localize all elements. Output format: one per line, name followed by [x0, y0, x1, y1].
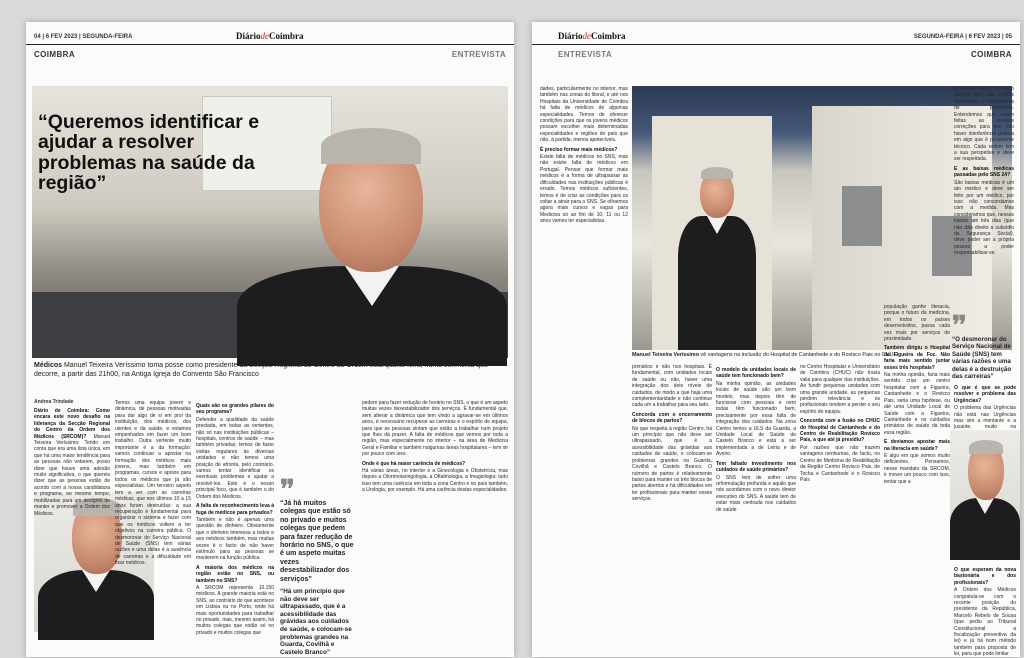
pull-quote-1: ❜❜ “Já há muitos colegas que estão só no privado e muitos colegas que pedem para fazer redução de horário no SNS, o que é um aspeto muitas vezes desestabilizador dos serviços”	[280, 475, 354, 583]
section-label: COIMBRA	[34, 50, 76, 59]
article-column-3: Quais são os grandes pilares do seu programa? Defender a qualidade da saúde prestada, em todas as vertentes, não só nas instituições públicas – hospitais, centros de saúde – mas também privadas; temos de fazer visitas regulares às diversas unidades e não temos uma posição de afronta, pelo contrário, vamos tentar identificar os eventuais problemas e ajudar a resolvê-los. Este é o nosso principal foco, que é também o do Ordem dos Médicos. A falta de reconhecimento leva à fuga de médicos para privados? Também e não é apenas uma questão de dinheiro. Obviamente que o dinheiro interessa a todos e aos médicos também, mas muitas vezes é o facto de não haver estímulo para as pessoas se manterem na função pública. A maioria dos médicos na região estão no SNS, ou também no SNS? A SRCOM representa 10.150 médicos. A grande maioria está no SNS, ao contrário do que acontece em Lisboa ou no Porto, onde há mais oportunidades para trabalhar no privado, mas, mesmo assim, há muitos colegas que estão só no privado e muitos colegas que	[196, 403, 274, 636]
article-column-r1: dades, particularmente no interior, mas também nas zonas do litoral, e até nos Hospitais da Universidade de Coimbra há falta de médicos de algumas especialidades. Temos de oferecer condições para que os jovens médicos possam escolher mais determinadas especialidades e regiões do país que não, à partida, menos apetecíveis. É preciso formar mais médicos? Existe falta de médicos no SNS, mas não existe falta de médicos em Portugal. Pensar que formar mais médicos é a forma de ultrapassar as dificuldades nas instituições públicas é errado. Temos médicos suficientes, temos é de criar as condições para os voltar a atrair para o SNS. Se olharmos agora mais cursos e vagas para Medicina só ao fim de 10, 11 ou 12 anos vamos ter especialistas.	[540, 86, 628, 225]
section-label-secondary: ENTREVISTA	[558, 50, 613, 59]
pull-quote-3: ❜❜ “O desmoronar do Serviço Nacional de Saúde (SNS) tem várias razões e uma delas é a destruição das carreiras”	[952, 318, 1016, 380]
right-page	[532, 22, 1020, 657]
interviewee-figure	[672, 164, 762, 350]
article-column-r4: no Centro Hospitalar e Universitário de Coimbra (CHUC) não trazia valia para qualquer das instituições. Ao fundir pequenas unidades com uma grande unidade, as pequenas perdem relevância e os profissionais tendem a perder o seu espírito de equipa. Concorda com a fusão no CHUC do Hospital de Cantanhede e do Centro de Reabilitação Rovisco Pais, a que até já presidiu? Por razões que não trazem vantagens nenhumas, de facto, no Centro de Medicina de Reabilitação da Região Centro Rovisco Pais, de Tocha e Cantanhede e o Rovisco Pais	[800, 364, 880, 483]
left-page-header	[26, 22, 514, 59]
author-byline: Andrea Trindade	[34, 399, 74, 405]
pull-quote-2: “Há um princípio que não deve ser ultrapassado, que é a acessibilidade das grávidas aos cuidados de saúde, e colocam-se problemas grandes na Guarda, Covilhã e Castelo Branco”	[280, 588, 352, 656]
article-column-r7: O que é que se pode resolver e problema das Urgências? O problema das Urgências não está nas Urgências mas sim a montante e a jusante, muito na	[954, 385, 1016, 431]
right-page-header	[532, 22, 1020, 59]
article-column-r5: população ganhe literacia, porque o futuro da medicina, em todos os países desenvolvidos, passa cada vez mais por serviços de proximidade. Também dirigiu o Hospital da Figueira da Foz. Não faria mais sentido juntar esses três hospitais? Na minha opinião, faria mais sentido criar um centro hospitalar com a Figueira, Cantanhede e o Rovisco Pais, seria uma hipótese, ou até uma Unidade Local de Saúde com a Figueira, Cantanhede e os cuidados primários de saúde da toda essa região. E deviamos apostar mais na literacia em saúde? É algo em que somos muito deficientes. Pensamos, nesse mandato da SRCOM, ir mover um pouco com isso, tentar que a	[884, 304, 950, 485]
photo-caption: Médicos Manuel Teixeira Veríssimo toma posse como presidente da Secção Regional do Centro da Ordem esta quarta-feira, numa cerimónia que decorre, a partir das 21h00, na Antiga Igreja do Convento São Francisco	[34, 362, 488, 378]
photo-caption: Manuel Teixeira Veríssimo vê vantagens na inclusão do Hospital de Cantanhede e do Rovisco Pais no CHUC	[632, 352, 898, 358]
article-column-1: Diário de Coimbra: Como encara este novo desafio na liderança da Secção Regional do Centro da Ordem dos Médicos (SRCOM)? Manuel Teixeira Veríssimo: Tendo em conta que era uma lista única, em que há uma maior tendência para as pessoas não votarem, posso dizer que houve uma adesão muito significativa, o que quereis dizer que as pessoas estão de acordo com a nossa candidatura e programa, ao mesmo tempo, mobilizadas para um desígnio de manter e promover a Ordem dos Médicos.	[34, 408, 110, 517]
article-column-2: Temos uma equipa jovem e dinâmica, de pessoas motivadas para dar algo de si em prol da instituição, dos médicos, dos utentes e da saúde, e estamos empenhados em fazer um bom trabalho. Outra vertente muito importante é a da formação: vamos continuar a apostar na formação dos médicos mais jovens, mas também em programas, cursos e apoios para todos os médicos que já são especialistas. Um terceiro aspeto tem a ver com as carreiras médicas, que nos últimos 10 a 15 anos foram destruídas: a sua recuperação é fundamental para organizar o sistema e fazer com que os médicos voltem a ter objetivos na carreira pública. O desmoronar do Serviço Nacional de Saúde (SNS) tem várias razões e uma delas é a ausência de carreiras e a dificuldade em fixar médicos.	[115, 400, 191, 567]
article-column-r8: O que esperam da nova bastonária e dos profissionais? A Ordem dos Médicos congratula-se com o recente posição do presidente da República, Marcelo Rebelo de Sousa (que pediu ao Tribunal Constitucional a fiscalização preventiva da lei) e já há bom método também para proposta de lei, para que pode limitar	[954, 567, 1016, 658]
page-number: 04 | 6 FEV 2023 | SEGUNDA-FEIRA	[34, 34, 133, 40]
article-column-4: pedem para fazer redução de horário no SNS, o que é um aspeto muitas vezes desestabilizador dos serviços. É fundamental que, sem alterar a dinâmica que tem vindo a agravar-se em últimos anos, é necessário recuperar as carreiras e o espírito de equipa, para que as pessoas sintam que estão a trabalhar num projeto que lhes dá prazer. A falta de médicos que vemos por toda a região, mas especialmente no interior – na área de Medicina Geral e Familiar e também nalgumas áreas hospitalares – tem vir por pouco com isso. Onde é que há maior carência de médicos? Há várias áreas, no interior e a Ginecologia e Obstetrícia, mas depois a Otorrinolaringologia, a Oftalmologia, a Imagiologia; tudo isso tem uma carência em toda a zona Centro e no país também, a Urologia, por exemplo. Há uma carência destas especialidades.	[362, 400, 508, 494]
portrait-photo-right	[950, 430, 1020, 560]
article-column-r2: primários e não nos hospitais. É fundamental, com unidades locais de saúde ou não, haver uma integração dos dois níveis de cuidados, de modo a que haja uma complementaridade e não continue cada um a trabalhar para seu lado. Concorda com o encerramento de blocos de partos? No que respeita à região Centro, há um princípio que não deve ser ultrapassado, que é a acessibilidade das grávidas aos cuidados de saúde, e colocam-se problemas grandes na Guarda, Covilhã e Castelo Branco. O número de partos é relativamente baixo para manter os três blocos de partos abertos e há dificuldades em ter profissionais para manter esses serviços.	[632, 364, 712, 503]
section-label-secondary: ENTREVISTA	[451, 50, 506, 59]
headline: “Queremos identificar e ajudar a resolver problemas na saúde da região”	[38, 111, 260, 195]
quote-mark-icon: ❜❜	[952, 311, 965, 340]
header-rule	[26, 44, 514, 45]
article-column-r6: a autonomia e a ação daquilo que são órgãos autónomos e reguladores de profissões. Entendemos que sejam feitas as devidas correções para que não haver interferência política em algo que é puramente técnico. Cada ordem tem a sua perspetiva e deve ser respeitada. E as baixas médicas passadas pelo SNS 24? São baixas médicas é um ato médico e deve ser feito por um médico, por isso não concordamos com a medida. Mas consideramos que, nessas baixas até três dias (que não dão direito a subsídio da Segurança Social), deve poder ser a própria pessoa a poder responsabilizar-se.	[954, 86, 1014, 257]
window	[842, 186, 882, 246]
section-label: COIMBRA	[970, 50, 1012, 59]
left-page	[26, 22, 514, 657]
header-rule	[532, 44, 1020, 45]
article-column-r3: O modelo de unidades locais de saúde tem funcionado bem? Na minha opinião, as unidades locais de saúde são um bom modelo, mas depois têm de funcionar com pessoas e nem todas têm funcionado bem, precisamente por essa falta de integração dos cuidados. Na zona Centro temos a ULS da Guarda, a Unidade Local de Saúde de Castelo Branco e está a ser implementada a de Leiria e de Aveiro. Tem faltado investimento nos cuidados de saúde primários? O SNS tem de sofrer uma reformulação profunda e aquilo que nós acordámos com o novo diretor executivo do SNS. A saúde tem de estar mais centrada nos cuidados de saúde	[716, 367, 796, 513]
newspaper-logo: DiáriodeCoimbra	[236, 31, 304, 41]
page-number: SEGUNDA-FEIRA | 6 FEV 2023 | 05	[913, 34, 1012, 40]
newspaper-logo: DiáriodeCoimbra	[558, 31, 626, 41]
quote-mark-icon: ❜❜	[280, 475, 293, 504]
